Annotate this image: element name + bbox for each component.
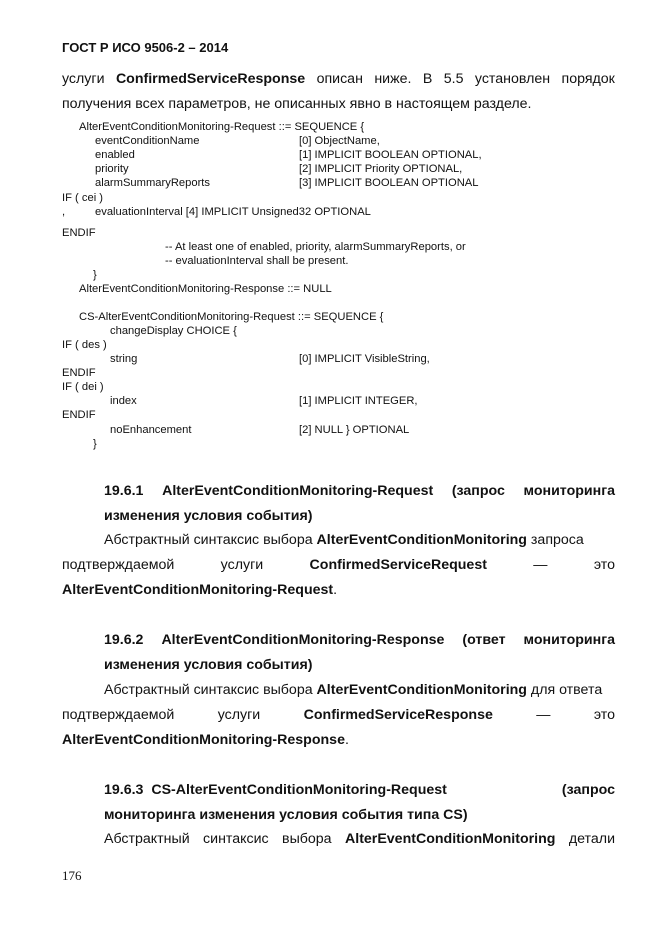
section-heading: 19.6.3 CS-AlterEventConditionMonitoring-Request (запрос: [104, 782, 615, 798]
code-line: ENDIF: [62, 227, 96, 239]
code-line: ENDIF: [62, 409, 96, 421]
code-line: CS-AlterEventConditionMonitoring-Request ::= SEQUENCE {: [79, 311, 384, 323]
section-heading: 19.6.1 AlterEventConditionMonitoring-Request (запрос мониторинга: [104, 483, 615, 499]
code-line: changeDisplay CHOICE {: [110, 325, 237, 337]
code-line: ENDIF: [62, 367, 96, 379]
code-line: IF ( des ): [62, 339, 107, 351]
code-line: eventConditionName: [95, 135, 200, 147]
paragraph-line: подтверждаемой услуги ConfirmedServiceResponse — это: [62, 707, 615, 723]
page-number: 176: [62, 868, 82, 883]
code-line: AlterEventConditionMonitoring-Response ::= NULL: [79, 283, 332, 295]
section-heading-cont: изменения условия события): [104, 657, 313, 673]
code-line: evaluationInterval [4] IMPLICIT Unsigned32 OPTIONAL: [95, 206, 371, 218]
code-line: }: [93, 269, 97, 281]
code-line: alarmSummaryReports: [95, 177, 211, 189]
code-line: [0] ObjectName,: [299, 135, 380, 147]
paragraph-line: AlterEventConditionMonitoring-Response.: [62, 732, 349, 748]
section-heading: 19.6.2 AlterEventConditionMonitoring-Response (ответ мониторинга: [104, 632, 615, 648]
code-line: string: [110, 353, 138, 365]
section-heading-cont: изменения условия события): [104, 508, 313, 524]
code-line: [0] IMPLICIT VisibleString,: [299, 353, 430, 365]
code-comment: -- evaluationInterval shall be present.: [165, 255, 349, 267]
code-comment: -- At least one of enabled, priority, alarmSummaryReports, or: [165, 241, 466, 253]
code-line: [1] IMPLICIT INTEGER,: [299, 395, 418, 407]
paragraph-line: Абстрактный синтаксис выбора AlterEventConditionMonitoring детали: [104, 831, 615, 847]
document-header: ГОСТ Р ИСО 9506-2 – 2014: [62, 40, 229, 55]
code-line: }: [93, 438, 97, 450]
intro-line-2: получения всех параметров, не описанных явно в настоящем разделе.: [62, 96, 532, 112]
code-line: IF ( dei ): [62, 381, 104, 393]
code-line: IF ( cei ): [62, 192, 104, 204]
code-line: [2] IMPLICIT Priority OPTIONAL,: [299, 163, 463, 175]
paragraph-line: Абстрактный синтаксис выбора AlterEventConditionMonitoring запроса: [104, 532, 584, 548]
code-line: [3] IMPLICIT BOOLEAN OPTIONAL: [299, 177, 479, 189]
paragraph-line: Абстрактный синтаксис выбора AlterEventConditionMonitoring для ответа: [104, 682, 603, 698]
code-line: noEnhancement: [110, 424, 192, 436]
code-line: ,: [62, 206, 66, 218]
paragraph-line: подтверждаемой услуги ConfirmedServiceRequest — это: [62, 557, 615, 573]
code-line: priority: [95, 163, 129, 175]
intro-line-1: услуги ConfirmedServiceResponse описан ниже. В 5.5 установлен порядок: [62, 71, 615, 87]
section-heading-cont: мониторинга изменения условия события типа CS): [104, 807, 468, 823]
code-line: enabled: [95, 149, 135, 161]
paragraph-line: AlterEventConditionMonitoring-Request.: [62, 582, 338, 598]
code-line: index: [110, 395, 137, 407]
code-line: AlterEventConditionMonitoring-Request ::= SEQUENCE {: [79, 121, 365, 133]
code-line: [1] IMPLICIT BOOLEAN OPTIONAL,: [299, 149, 482, 161]
code-line: [2] NULL } OPTIONAL: [299, 424, 410, 436]
